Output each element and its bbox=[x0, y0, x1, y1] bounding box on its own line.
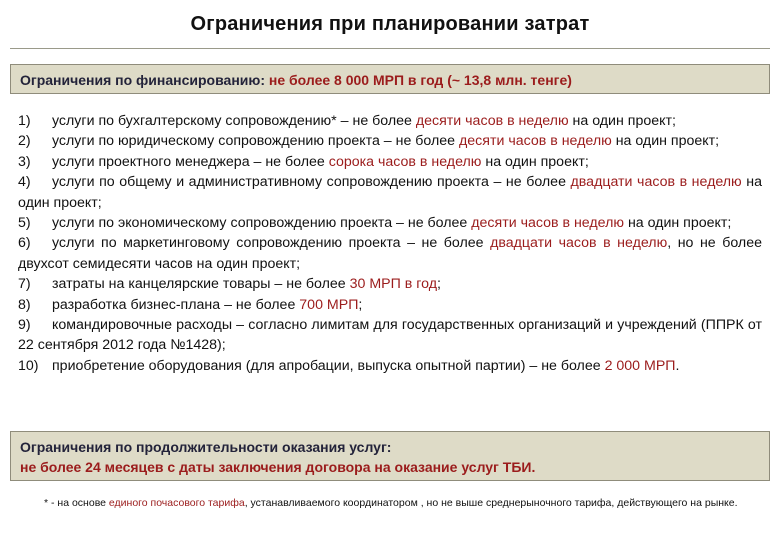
list-item: 9) командировочные расходы – согласно лимитам для государственных организаций и учреждений (ППРК от 22 сентября 2012 года №1428); bbox=[18, 317, 762, 354]
list-item: 8) разработка бизнес-плана – не более 700 МРП; bbox=[18, 296, 363, 313]
list-item: 6) услуги по маркетинговому сопровождению проекта – не более двадцати часов в неделю, но не более двухсот семидесяти часов на один проект; bbox=[18, 235, 762, 272]
title-divider bbox=[10, 48, 770, 49]
list-item: 1) услуги по бухгалтерскому сопровождению* – не более десяти часов в неделю на один проект; bbox=[18, 113, 676, 129]
duration-limit-box bbox=[10, 431, 770, 481]
list-item: 4) услуги по общему и административному сопровождению проекта – не более двадцати часов в неделю на один проект; bbox=[18, 174, 762, 211]
list-item: 2) услуги по юридическому сопровождению проекта – не более десяти часов в неделю на один проект; bbox=[18, 133, 720, 150]
expense-limits-list bbox=[18, 111, 762, 376]
financing-value: не более 8 000 МРП в год (~ 13,8 млн. тенге) bbox=[268, 72, 572, 88]
footnote: * - на основе единого почасового тарифа, устанавливаемого координатором , но не выше среднерыночного тарифа, действующего на рынке. bbox=[44, 497, 738, 509]
page-title: Ограничения при планировании затрат bbox=[190, 13, 590, 35]
list-item: 7) затраты на канцелярские товары – не более 30 МРП в год; bbox=[18, 276, 441, 293]
duration-label: Ограничения по продолжительности оказания услуг: bbox=[20, 439, 392, 455]
financing-label: Ограничения по финансированию: bbox=[20, 72, 265, 88]
list-item: 10) приобретение оборудования (для апробации, выпуска опытной партии) – не более 2 000 МРП. bbox=[18, 357, 680, 374]
duration-value: не более 24 месяцев с даты заключения договора на оказание услуг ТБИ. bbox=[20, 459, 536, 475]
list-item: 3) услуги проектного менеджера – не более сорока часов в неделю на один проект; bbox=[18, 153, 589, 170]
list-item: 5) услуги по экономическому сопровождению проекта – не более десяти часов в неделю на один проект; bbox=[18, 215, 732, 232]
financing-limit-box bbox=[10, 64, 770, 94]
